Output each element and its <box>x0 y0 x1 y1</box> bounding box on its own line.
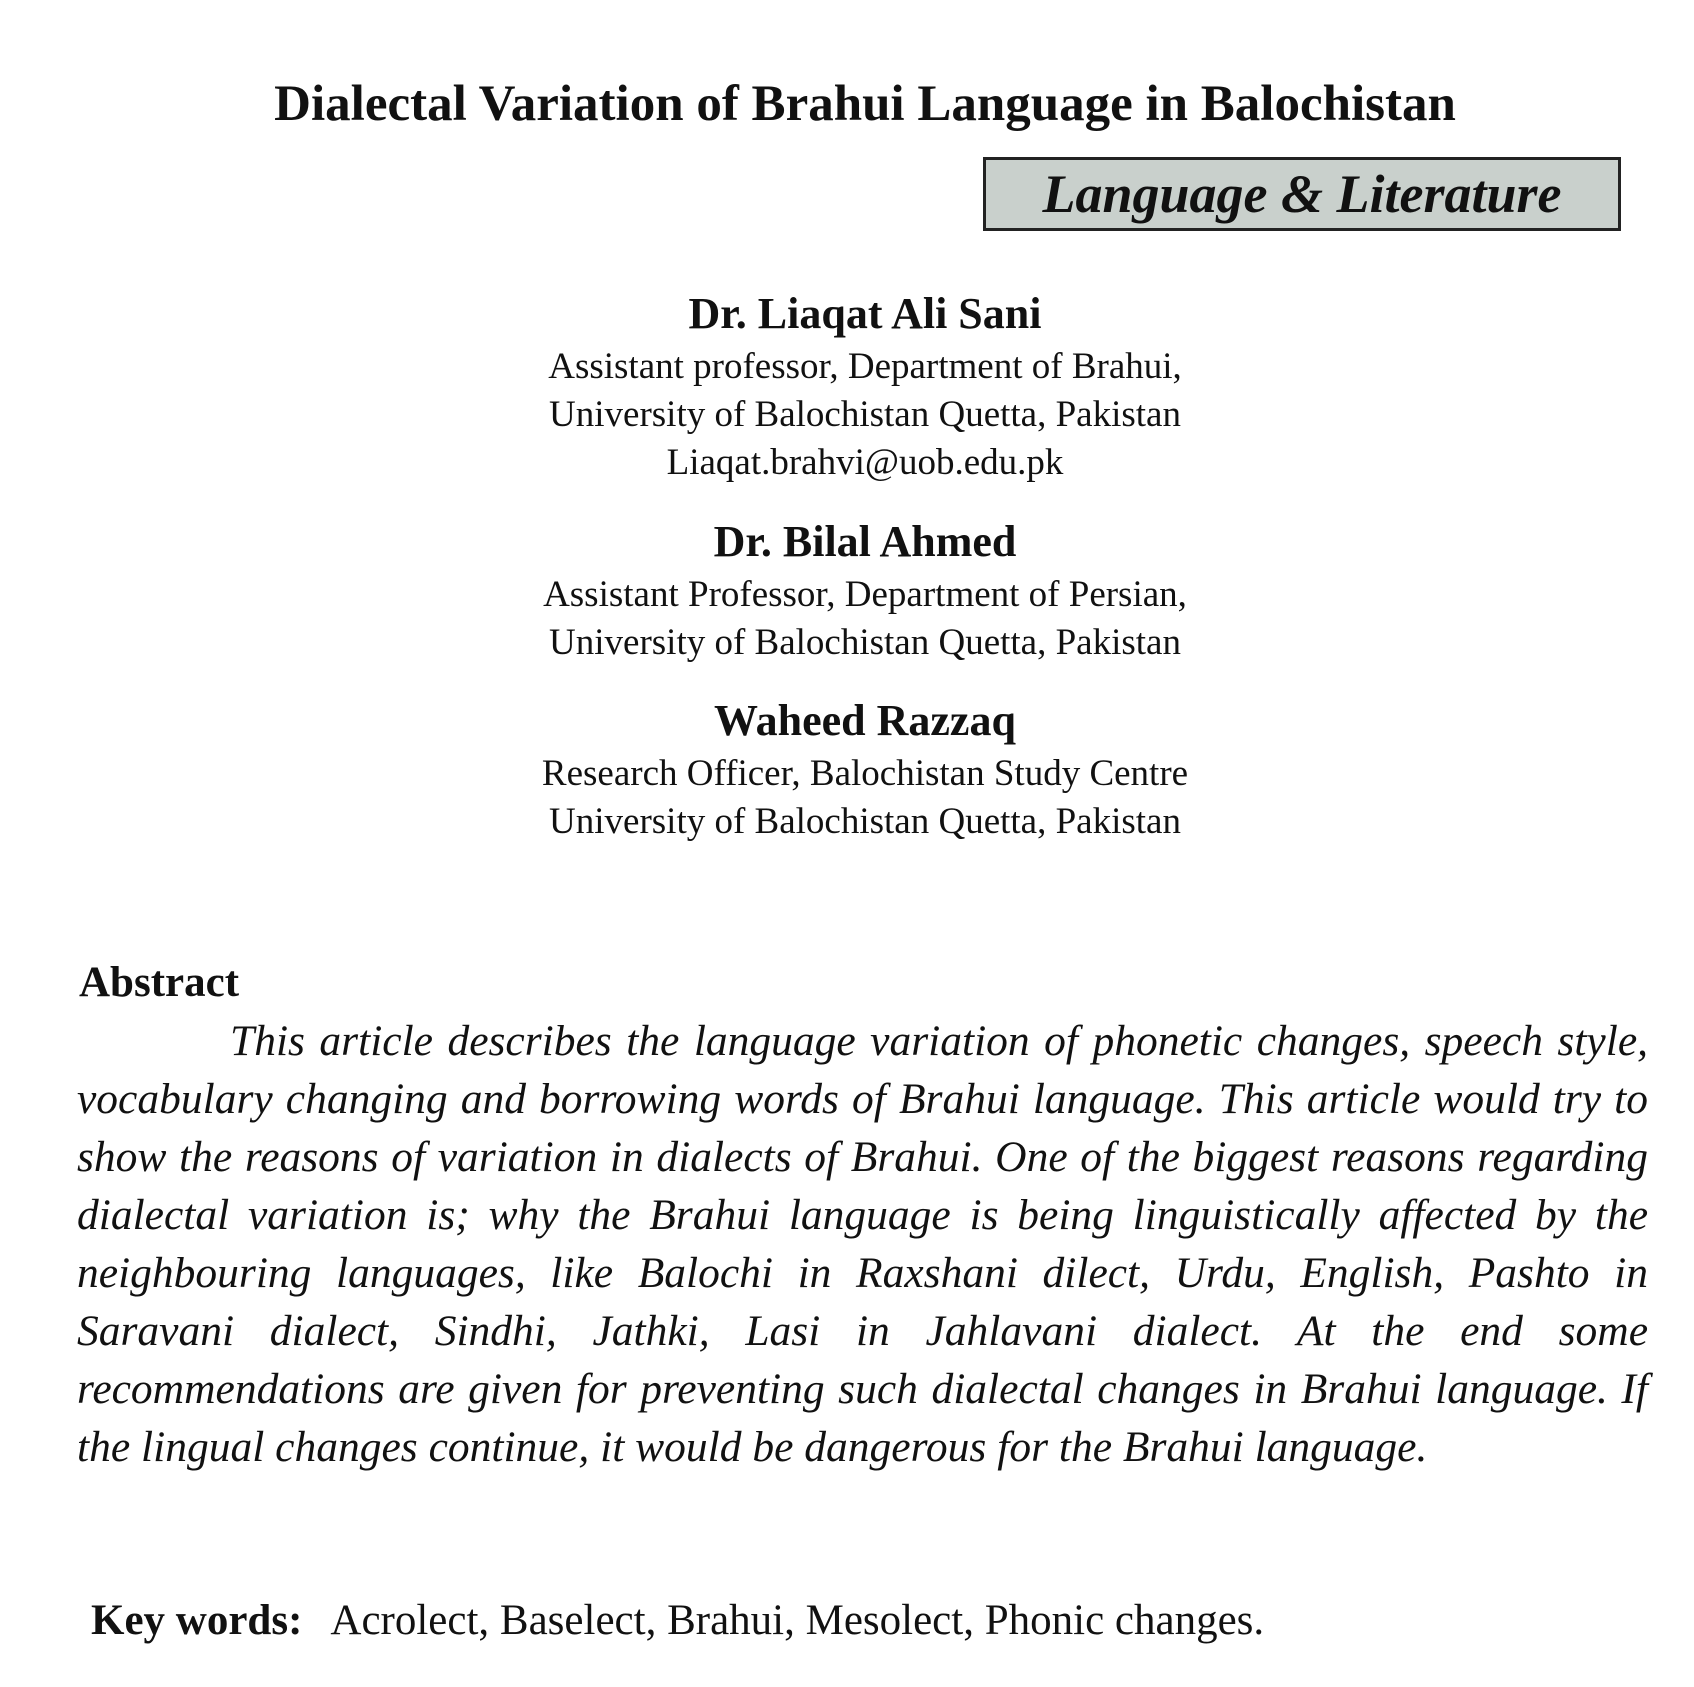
category-badge: Language & Literature <box>983 157 1621 231</box>
author-institution: University of Balochistan Quetta, Pakistan <box>549 801 1181 842</box>
author-block-2 <box>0 513 1694 667</box>
author-name: Dr. Bilal Ahmed <box>713 517 1017 566</box>
author-block-1 <box>0 285 1694 487</box>
author-email: Liaqat.brahvi@uob.edu.pk <box>666 442 1064 483</box>
abstract-heading: Abstract <box>79 959 240 1006</box>
author-name: Waheed Razzaq <box>714 696 1016 745</box>
author-institution: University of Balochistan Quetta, Pakistan <box>549 394 1181 435</box>
keywords-label: Key words: <box>91 1597 303 1644</box>
author-position: Assistant professor, Department of Brahui, <box>548 346 1182 387</box>
author-block-3 <box>0 692 1694 846</box>
keywords-line <box>91 1592 1264 1650</box>
abstract-text: This article describes the language variation of phonetic changes, speech style, vocabulary changing and borrowing words of Brahui language. This article would try to show the reasons of variation in dialects of Brahui. One of the biggest reasons regarding dialectal variation is; why the Brahui language is being linguistically affected by the neighbouring languages, like Balochi in Raxshani dilect, Urdu, English, Pashto in Saravani dialect, Sindhi, Jathki, Lasi in Jahlavani dialect. At the end some recommendations are given for preventing such dialectal changes in Brahui language. If the lingual changes continue, it would be dangerous for the Brahui language. <box>77 1017 1648 1471</box>
author-position: Research Officer, Balochistan Study Centre <box>541 753 1189 794</box>
author-name: Dr. Liaqat Ali Sani <box>688 289 1042 338</box>
keywords-value: Acrolect, Baselect, Brahui, Mesolect, Phonic changes. <box>330 1597 1265 1644</box>
paper-title: Dialectal Variation of Brahui Language in Balochistan <box>274 76 1456 133</box>
author-institution: University of Balochistan Quetta, Pakistan <box>549 622 1181 663</box>
author-position: Assistant Professor, Department of Persian, <box>543 574 1187 615</box>
